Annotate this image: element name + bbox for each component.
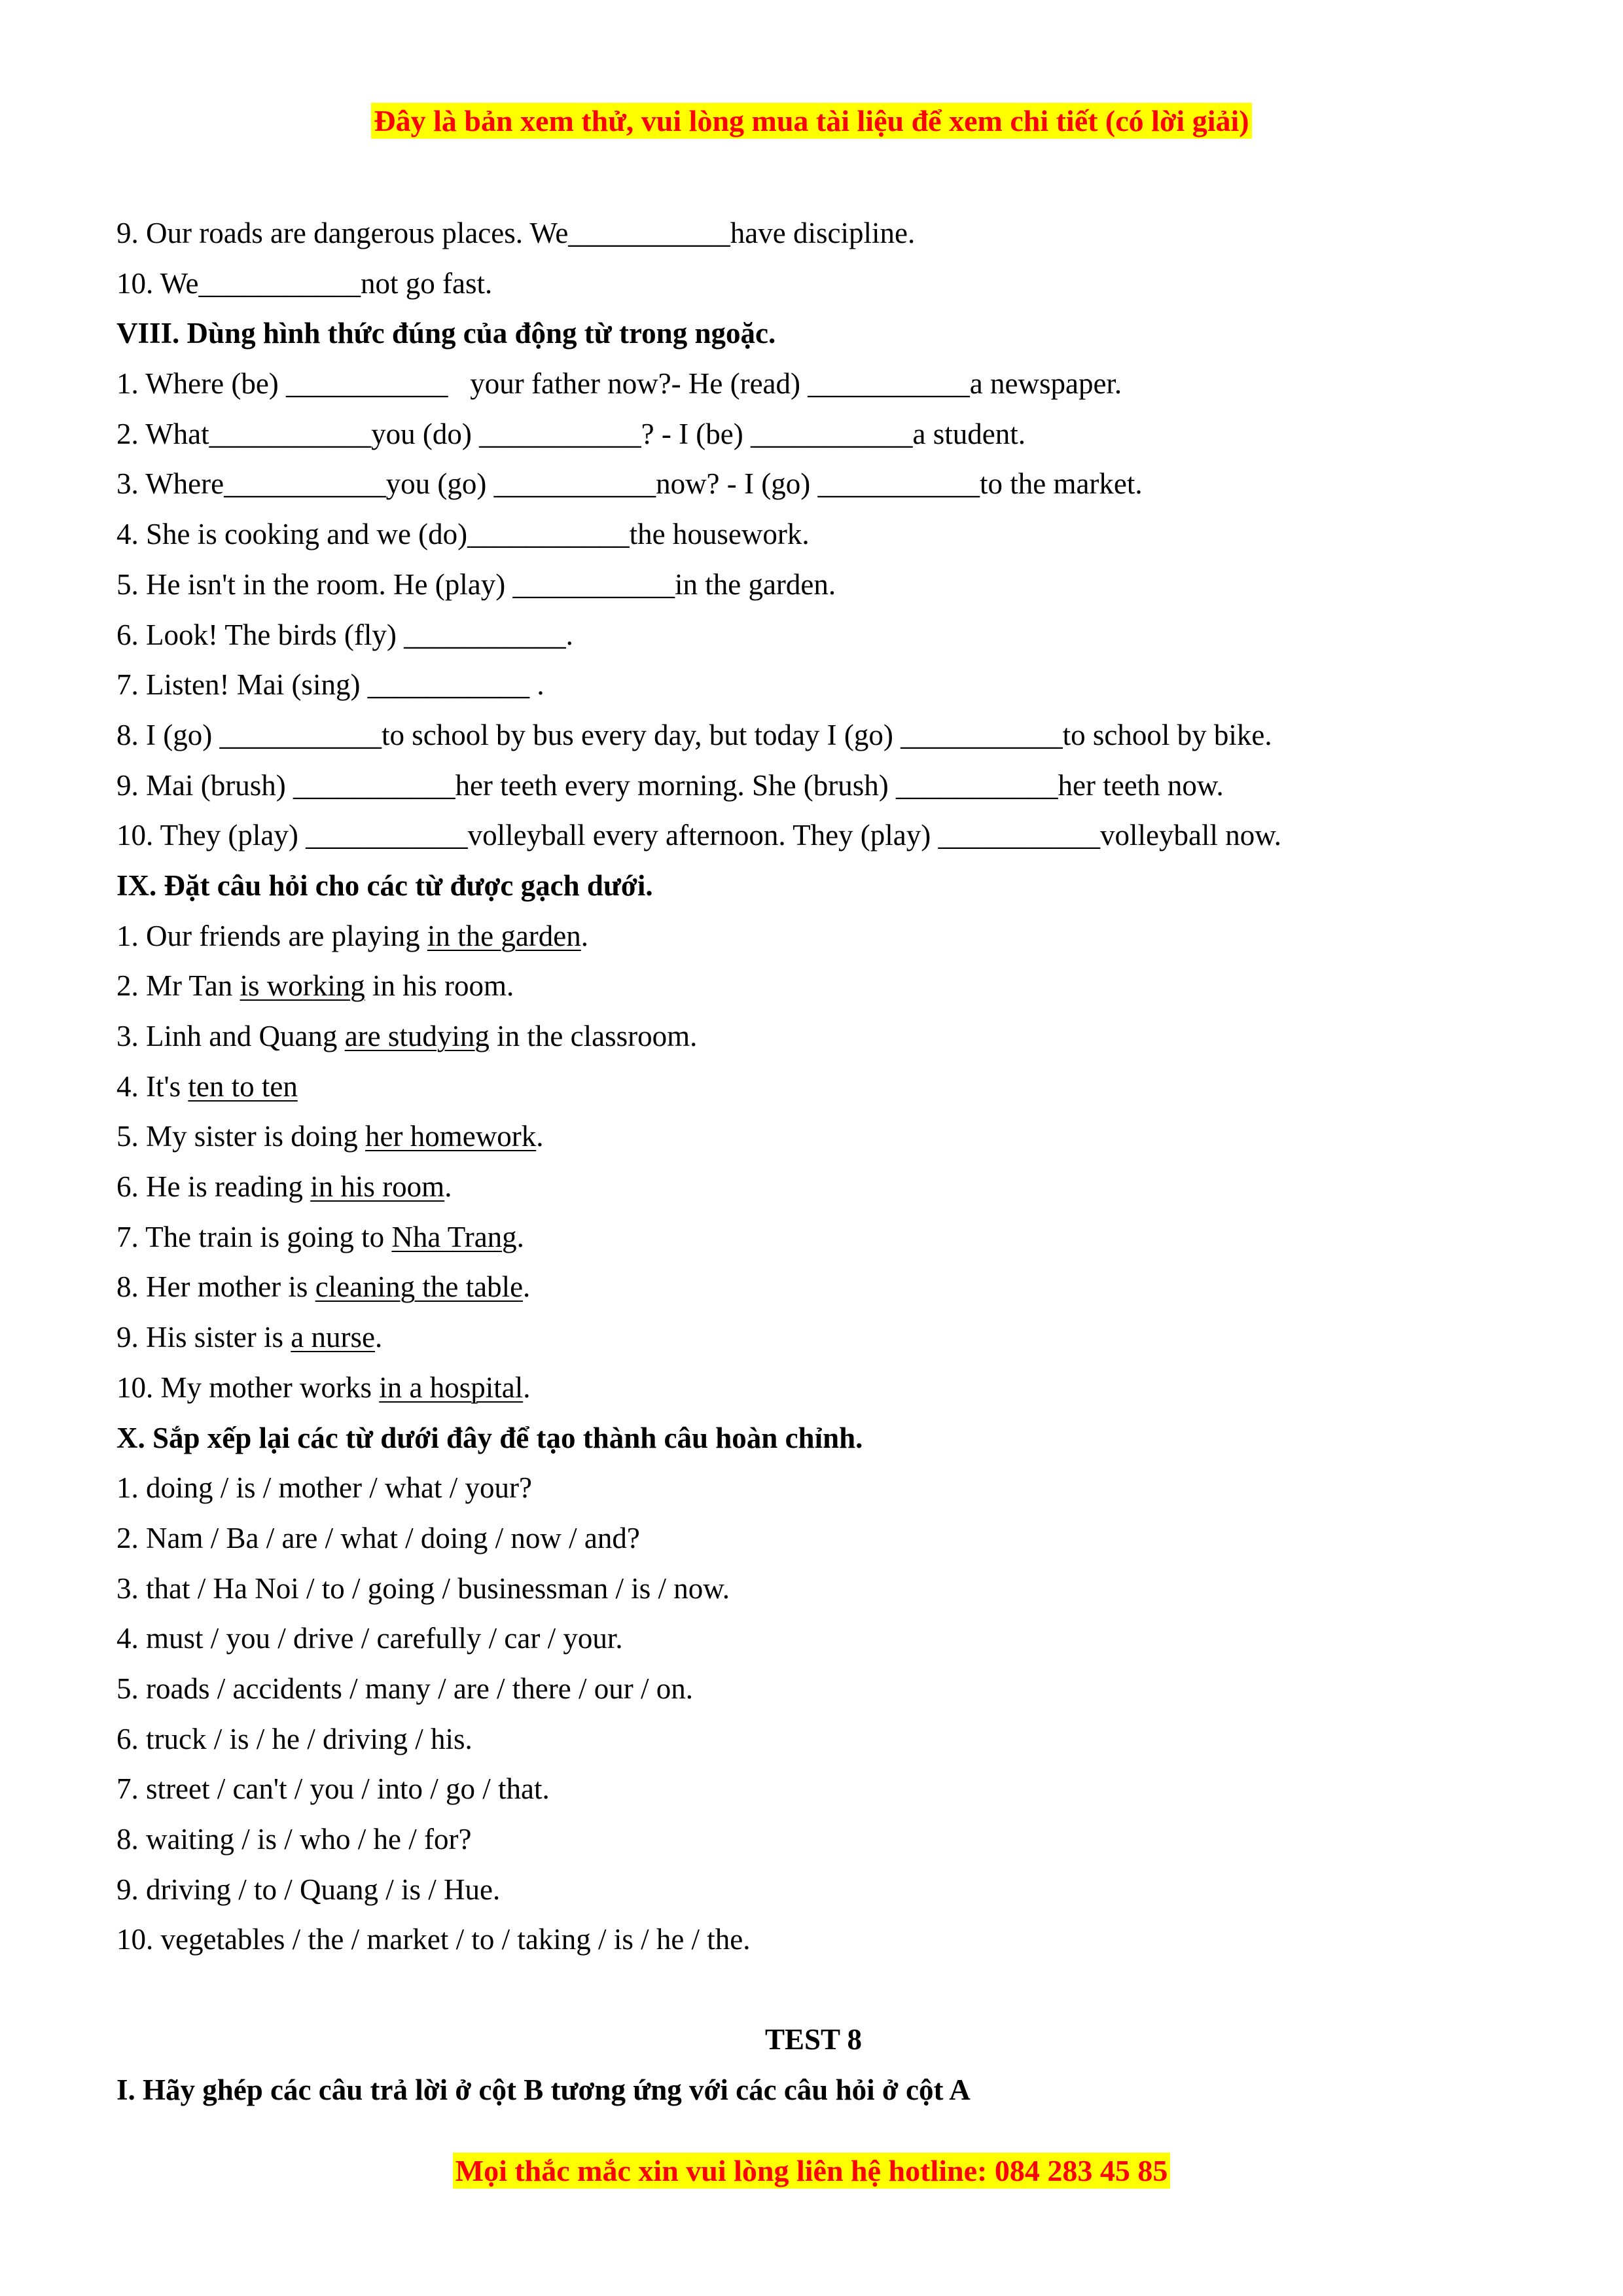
exercise-line bbox=[116, 1062, 1510, 1112]
exercise-line: 8. waiting / is / who / he / for? bbox=[116, 1823, 472, 1856]
underlined-phrase: Nha Trang bbox=[391, 1220, 517, 1253]
exercise-line: 2. Nam / Ba / are / what / doing / now / and? bbox=[116, 1521, 640, 1554]
exercise-line: 10. They (play) ___________volleyball every afternoon. They (play) ___________volleyball now. bbox=[116, 819, 1282, 852]
line-text: . bbox=[536, 1120, 544, 1153]
exercise-line: 4. must / you / drive / carefully / car / your. bbox=[116, 1622, 623, 1655]
section-ix-heading: IX. Đặt câu hỏi cho các từ được gạch dưới. bbox=[116, 869, 653, 902]
underlined-phrase: her homework bbox=[365, 1120, 537, 1153]
underlined-phrase: ten to ten bbox=[188, 1069, 298, 1103]
exercise-line: 1. Where (be) ___________ your father now?- He (read) ___________a newspaper. bbox=[116, 367, 1122, 401]
exercise-line: 10. vegetables / the / market / to / taking / is / he / the. bbox=[116, 1923, 751, 1956]
exercise-line: 3. that / Ha Noi / to / going / businessman / is / now. bbox=[116, 1571, 730, 1605]
exercise-line bbox=[116, 1111, 1510, 1162]
hotline-banner bbox=[0, 2153, 1623, 2188]
line-text: 8. Her mother is bbox=[116, 1270, 315, 1304]
section-viii-heading: VIII. Dùng hình thức đúng của động từ trong ngoặc. bbox=[116, 317, 776, 350]
exercise-line bbox=[116, 1363, 1510, 1413]
exercise-line bbox=[116, 1312, 1510, 1363]
underlined-phrase: in his room bbox=[310, 1170, 445, 1204]
underlined-phrase: is working bbox=[240, 969, 365, 1003]
exercise-line: 4. She is cooking and we (do)___________the housework. bbox=[116, 518, 810, 551]
underlined-phrase: are studying bbox=[344, 1020, 490, 1052]
exercise-line: 9. driving / to / Quang / is / Hue. bbox=[116, 1873, 501, 1906]
exercise-line: 2. What___________you (do) ___________? - I (be) ___________a student. bbox=[116, 417, 1026, 450]
line-text: 4. It's bbox=[116, 1069, 188, 1103]
line-text: 10. My mother works bbox=[116, 1371, 380, 1404]
exercise-line: 8. I (go) ___________to school by bus every day, but today I (go) ___________to school by bike. bbox=[116, 718, 1272, 751]
exercise-line: 6. Look! The birds (fly) ___________. bbox=[116, 618, 573, 651]
line-text: . bbox=[523, 1371, 531, 1404]
underlined-phrase: in a hospital bbox=[379, 1371, 524, 1404]
line-text: . bbox=[580, 919, 589, 952]
line-text: 6. He is reading bbox=[116, 1170, 311, 1204]
exercise-line: 5. roads / accidents / many / are / there / our / on. bbox=[116, 1672, 693, 1705]
preview-notice-banner bbox=[0, 103, 1623, 138]
exercise-line: 1. doing / is / mother / what / your? bbox=[116, 1471, 532, 1505]
line-text: 1. Our friends are playing bbox=[116, 919, 427, 952]
worksheet-body bbox=[116, 208, 1510, 2115]
section-x-heading: X. Sắp xếp lại các từ dưới đây để tạo thành câu hoàn chỉnh. bbox=[116, 1421, 863, 1454]
exercise-line: 7. Listen! Mai (sing) ___________ . bbox=[116, 668, 544, 702]
preview-notice-text: Đây là bản xem thử, vui lòng mua tài liệu để xem chi tiết (có lời giải) bbox=[371, 103, 1251, 139]
blank-line bbox=[116, 1965, 1510, 2015]
line-text: in his room. bbox=[365, 969, 514, 1003]
line-text: in the classroom. bbox=[489, 1020, 698, 1052]
exercise-line: 9. Mai (brush) ___________her teeth every morning. She (brush) ___________her teeth now. bbox=[116, 768, 1224, 802]
test-title: TEST 8 bbox=[764, 2023, 862, 2056]
line-text: 2. Mr Tan bbox=[116, 969, 240, 1003]
exercise-line bbox=[116, 1262, 1510, 1312]
underlined-phrase: in the garden bbox=[427, 919, 581, 952]
exercise-line: 10. We___________not go fast. bbox=[116, 266, 493, 300]
line-text: 5. My sister is doing bbox=[116, 1120, 366, 1153]
test-section-i-heading: I. Hãy ghép các câu trả lời ở cột B tương ứng với các câu hỏi ở cột A bbox=[116, 2073, 971, 2106]
exercise-line bbox=[116, 911, 1510, 961]
underlined-phrase: a nurse bbox=[291, 1321, 375, 1354]
exercise-line bbox=[116, 1212, 1510, 1263]
underlined-phrase: cleaning the table bbox=[315, 1270, 524, 1304]
exercise-line: 7. street / can't / you / into / go / that. bbox=[116, 1772, 550, 1806]
hotline-text: Mọi thắc mắc xin vui lòng liên hệ hotline: 084 283 45 85 bbox=[453, 2153, 1171, 2189]
line-text: . bbox=[374, 1321, 383, 1354]
exercise-line: 5. He isn't in the room. He (play) ___________in the garden. bbox=[116, 567, 836, 601]
line-text: . bbox=[516, 1220, 524, 1253]
exercise-line: 6. truck / is / he / driving / his. bbox=[116, 1722, 473, 1755]
exercise-line: 9. Our roads are dangerous places. We___________have discipline. bbox=[116, 217, 916, 249]
exercise-line bbox=[116, 1162, 1510, 1212]
line-text: . bbox=[444, 1170, 452, 1204]
line-text: 9. His sister is bbox=[116, 1321, 291, 1354]
line-text: . bbox=[523, 1270, 531, 1304]
exercise-line bbox=[116, 1011, 1510, 1062]
exercise-line: 3. Where___________you (go) ___________now? - I (go) ___________to the market. bbox=[116, 467, 1143, 501]
exercise-line bbox=[116, 961, 1510, 1011]
line-text: 3. Linh and Quang bbox=[116, 1020, 345, 1052]
line-text: 7. The train is going to bbox=[116, 1220, 392, 1253]
